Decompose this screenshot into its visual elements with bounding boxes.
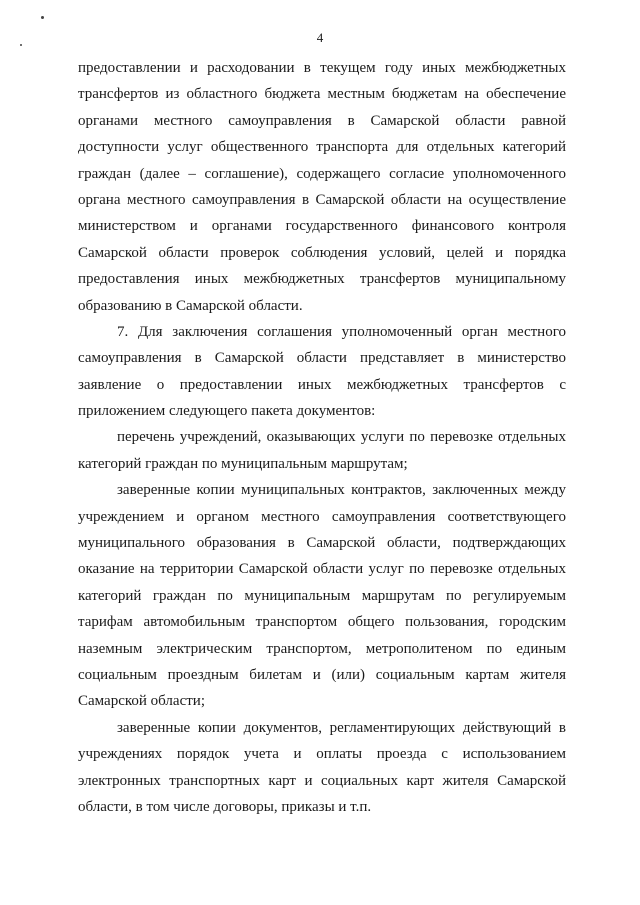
paragraph-list-item-2 [78, 477, 566, 715]
text-line: муниципального образования в Самарской области, подтверждающих [78, 535, 566, 552]
text-line: доступности услуг общественного транспорта для отдельных категорий [78, 139, 566, 156]
text-line: приложением следующего пакета документов: [78, 403, 376, 420]
text-line: граждан (далее – соглашение), содержащего согласие уполномоченного [78, 165, 566, 182]
text-line: образованию в Самарской области. [78, 297, 303, 314]
text-line: электронных транспортных карт и социальных карт жителя Самарской [78, 772, 566, 789]
document-body [78, 55, 566, 820]
text-line: учреждением и органом местного самоуправления соответствующего [78, 508, 566, 525]
text-line: органами местного самоуправления в Самарской области равной [78, 112, 566, 129]
text-line: оказание на территории Самарской области услуг по перевозке отдельных [78, 561, 566, 578]
text-line: области, в том числе договоры, приказы и т.п. [78, 798, 372, 815]
text-line: 7. Для заключения соглашения уполномоченный орган местного [117, 323, 566, 340]
text-line: Самарской области проверок соблюдения условий, целей и порядка [78, 244, 566, 261]
text-line: учреждениях порядок учета и оплаты проезда с использованием [78, 746, 566, 763]
text-line: органа местного самоуправления в Самарской области на осуществление [78, 191, 566, 208]
text-line: перечень учреждений, оказывающих услуги по перевозке отдельных [117, 429, 566, 446]
text-line: социальным проездным билетам и (или) социальным картам жителя [78, 666, 566, 683]
paragraph-intro [78, 55, 566, 319]
text-line: наземным электрическим транспортом, метрополитеном по единым [78, 640, 566, 657]
paragraph-item-7 [78, 319, 566, 425]
text-line: заявление о предоставлении иных межбюджетных трансфертов с [78, 376, 566, 393]
paragraph-list-item-3 [78, 715, 566, 821]
text-line: предоставлении и расходовании в текущем году иных межбюджетных [78, 60, 566, 76]
text-line: категорий граждан по муниципальным маршрутам; [78, 455, 408, 472]
paragraph-list-item-1 [78, 424, 566, 477]
text-line: министерством и органами государственного финансового контроля [78, 218, 566, 235]
text-line: заверенные копии муниципальных контрактов, заключенных между [117, 482, 566, 499]
text-line: предоставления иных межбюджетных трансфертов муниципальному [78, 271, 566, 288]
text-line: трансфертов из областного бюджета местным бюджетам на обеспечение [78, 86, 566, 103]
page-number: 4 [316, 30, 324, 45]
scan-speck [41, 16, 44, 19]
text-line: тарифам автомобильным транспортом общего пользования, городским [78, 614, 566, 631]
text-line: заверенные копии документов, регламентирующих действующий в [117, 719, 566, 736]
text-line: самоуправления в Самарской области представляет в министерство [78, 350, 566, 367]
text-line: Самарской области; [78, 693, 205, 710]
text-line: категорий граждан по муниципальным маршрутам по регулируемым [78, 587, 566, 604]
